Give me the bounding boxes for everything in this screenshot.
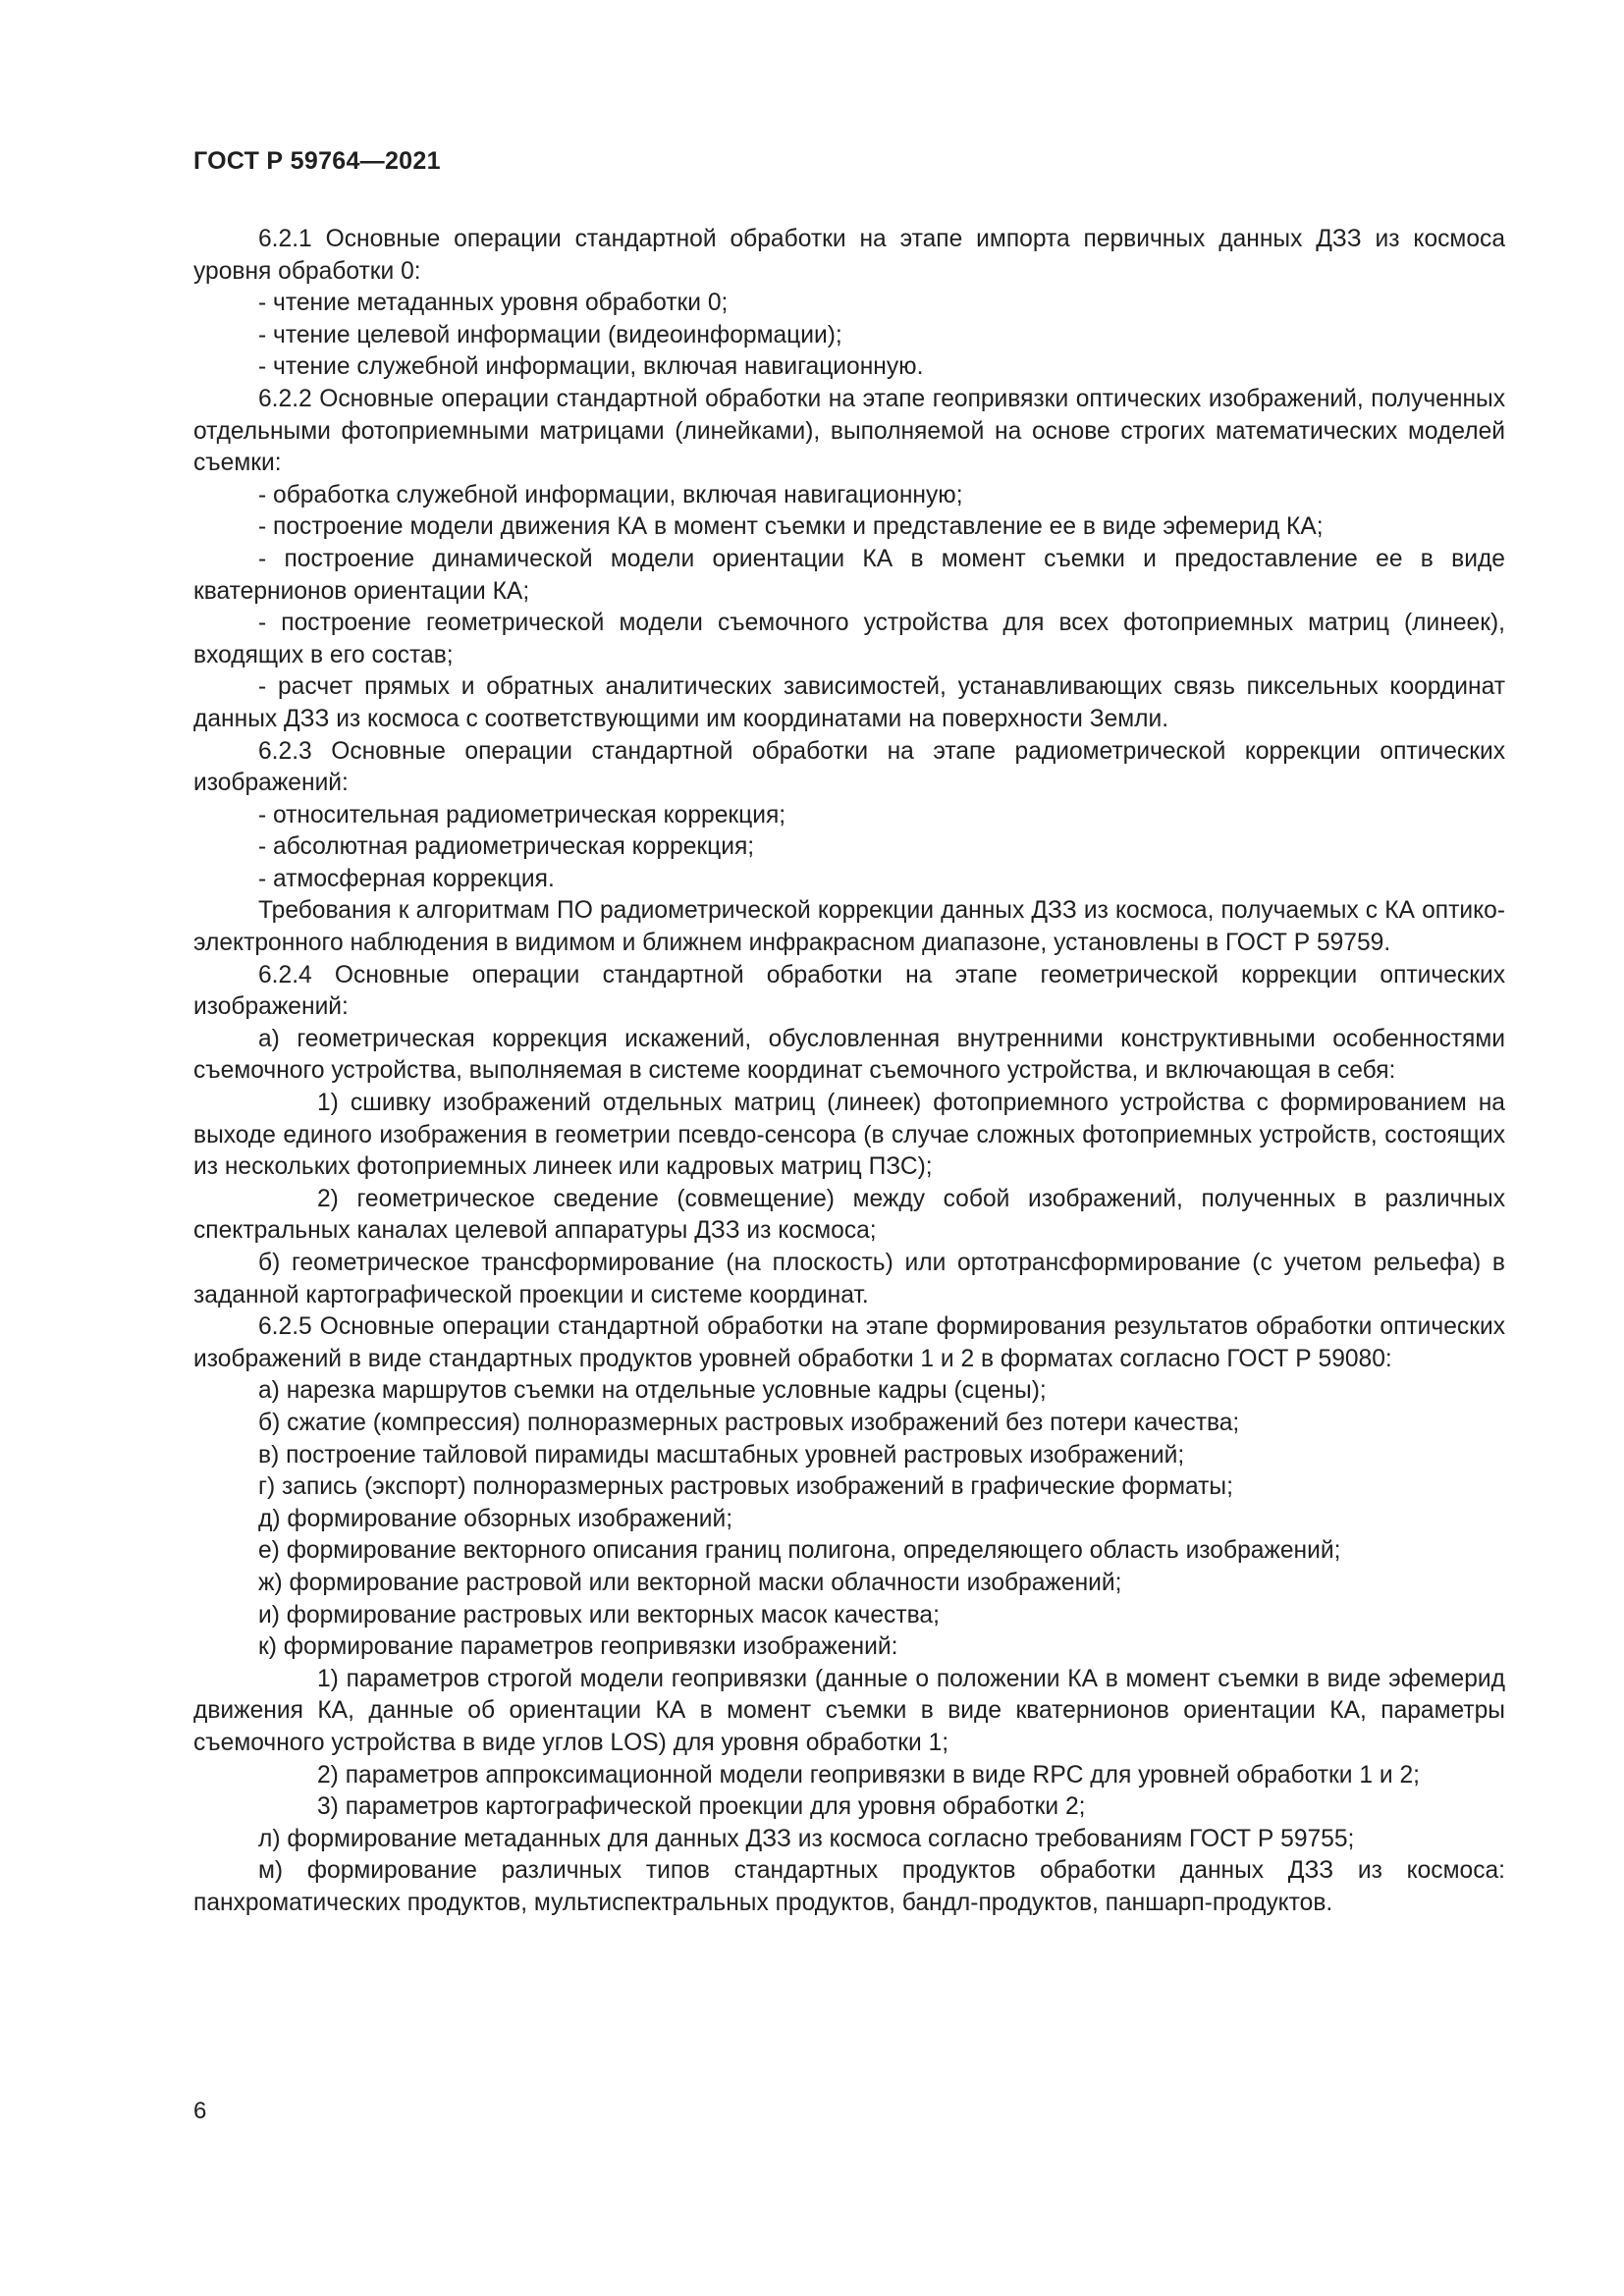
- sub-list-item: 1) параметров строгой модели геопривязки (данные о положении КА в момент съемки в виде эфемерид движения КА, данные об ориентации КА в момент съемки в виде кватернионов ориентации КА, параметры съемочного устройства в виде углов LOS) для уровня обработки 1;: [193, 1665, 1505, 1756]
- list-item: - построение геометрической модели съемочного устройства для всех фотоприемных матриц (линеек), входящих в его состав;: [193, 610, 1505, 668]
- list-item: б) сжатие (компрессия) полноразмерных растровых изображений без потери качества;: [258, 1409, 1240, 1436]
- list-item: - атмосферная коррекция.: [258, 865, 555, 892]
- list-item: - относительная радиометрическая коррекция;: [258, 801, 786, 828]
- list-item: м) формирование различных типов стандартных продуктов обработки данных ДЗЗ из космоса: панхроматических продуктов, мультиспектральных продуктов, бандл-продуктов, паншарп-продуктов.: [193, 1857, 1505, 1916]
- list-item: - чтение служебной информации, включая навигационную.: [258, 353, 924, 381]
- list-item: - построение динамической модели ориентации КА в момент съемки и предоставление ее в виде кватернионов ориентации КА;: [193, 545, 1505, 605]
- paragraph-6-2-2: 6.2.2 Основные операции стандартной обработки на этапе геопривязки оптических изображений, полученных отдельными фотоприемными матрицами (линейками), выполняемой на основе строгих математических моделей съемки:: [193, 385, 1505, 477]
- list-item: б) геометрическое трансформирование (на плоскость) или ортотрансформирование (с учетом рельефа) в заданной картографической проекции и системе координат.: [193, 1250, 1505, 1308]
- sub-list-item: 2) геометрическое сведение (совмещение) между собой изображений, полученных в различных спектральных каналах целевой аппаратуры ДЗЗ из космоса;: [193, 1185, 1505, 1245]
- sub-list-item: 3) параметров картографической проекции для уровня обработки 2;: [317, 1793, 1086, 1821]
- list-item: к) формирование параметров геопривязки изображений:: [258, 1633, 898, 1661]
- list-item: в) построение тайловой пирамиды масштабных уровней растровых изображений;: [258, 1441, 1185, 1468]
- list-item: - абсолютная радиометрическая коррекция;: [258, 833, 755, 861]
- sub-list-item: 2) параметров аппроксимационной модели геопривязки в виде RPC для уровней обработки 1 и 2;: [317, 1761, 1420, 1789]
- list-item: - построение модели движения КА в момент съемки и представление ее в виде эфемерид КА;: [258, 513, 1324, 541]
- list-item: - обработка служебной информации, включая навигационную;: [258, 481, 963, 508]
- document-body: [193, 224, 1505, 1919]
- list-item: е) формирование векторного описания границ полигона, определяющего область изображений;: [258, 1537, 1341, 1565]
- list-item: г) запись (экспорт) полноразмерных растровых изображений в графические форматы;: [258, 1473, 1233, 1501]
- list-item: л) формирование метаданных для данных ДЗЗ из космоса согласно требованиям ГОСТ Р 59755;: [258, 1825, 1355, 1852]
- list-item: - чтение метаданных уровня обработки 0;: [258, 290, 729, 317]
- paragraph-6-2-5: 6.2.5 Основные операции стандартной обработки на этапе формирования результатов обработки оптических изображений в виде стандартных продуктов уровней обработки 1 и 2 в форматах согласно ГОСТ Р 59080:: [193, 1313, 1505, 1372]
- document-header: ГОСТ Р 59764—2021: [193, 147, 441, 175]
- paragraph-requirements: Требования к алгоритмам ПО радиометрической коррекции данных ДЗЗ из космоса, получаемых с КА оптико-электронного наблюдения в видимом и ближнем инфракрасном диапазоне, установлены в ГОСТ Р 59759.: [193, 897, 1505, 957]
- paragraph-6-2-1: 6.2.1 Основные операции стандартной обработки на этапе импорта первичных данных ДЗЗ из космоса уровня обработки 0:: [193, 226, 1505, 285]
- list-item: - чтение целевой информации (видеоинформации);: [258, 321, 842, 348]
- list-item: д) формирование обзорных изображений;: [258, 1505, 733, 1532]
- paragraph-6-2-4: 6.2.4 Основные операции стандартной обработки на этапе геометрической коррекции оптических изображений:: [193, 961, 1505, 1021]
- paragraph-6-2-3: 6.2.3 Основные операции стандартной обработки на этапе радиометрической коррекции оптических изображений:: [193, 737, 1505, 797]
- page-number: 6: [193, 2098, 207, 2124]
- list-item: и) формирование растровых или векторных масок качества;: [258, 1601, 940, 1629]
- list-item: а) нарезка маршрутов съемки на отдельные условные кадры (сцены);: [258, 1377, 1047, 1405]
- list-item: ж) формирование растровой или векторной маски облачности изображений;: [258, 1569, 1122, 1596]
- list-item: - расчет прямых и обратных аналитических зависимостей, устанавливающих связь пиксельных координат данных ДЗЗ из космоса с соответствующими им координатами на поверхности Земли.: [193, 673, 1505, 732]
- list-item: а) геометрическая коррекция искажений, обусловленная внутренними конструктивными особенностями съемочного устройства, выполняемая в системе координат съемочного устройства, и включающая в себя:: [193, 1025, 1505, 1085]
- sub-list-item: 1) сшивку изображений отдельных матриц (линеек) фотоприемного устройства с формированием на выходе единого изображения в геометрии псевдо-сенсора (в случае сложных фотоприемных устройств, состоящих из нескольких фотоприемных линеек или кадровых матриц ПЗС);: [193, 1090, 1505, 1181]
